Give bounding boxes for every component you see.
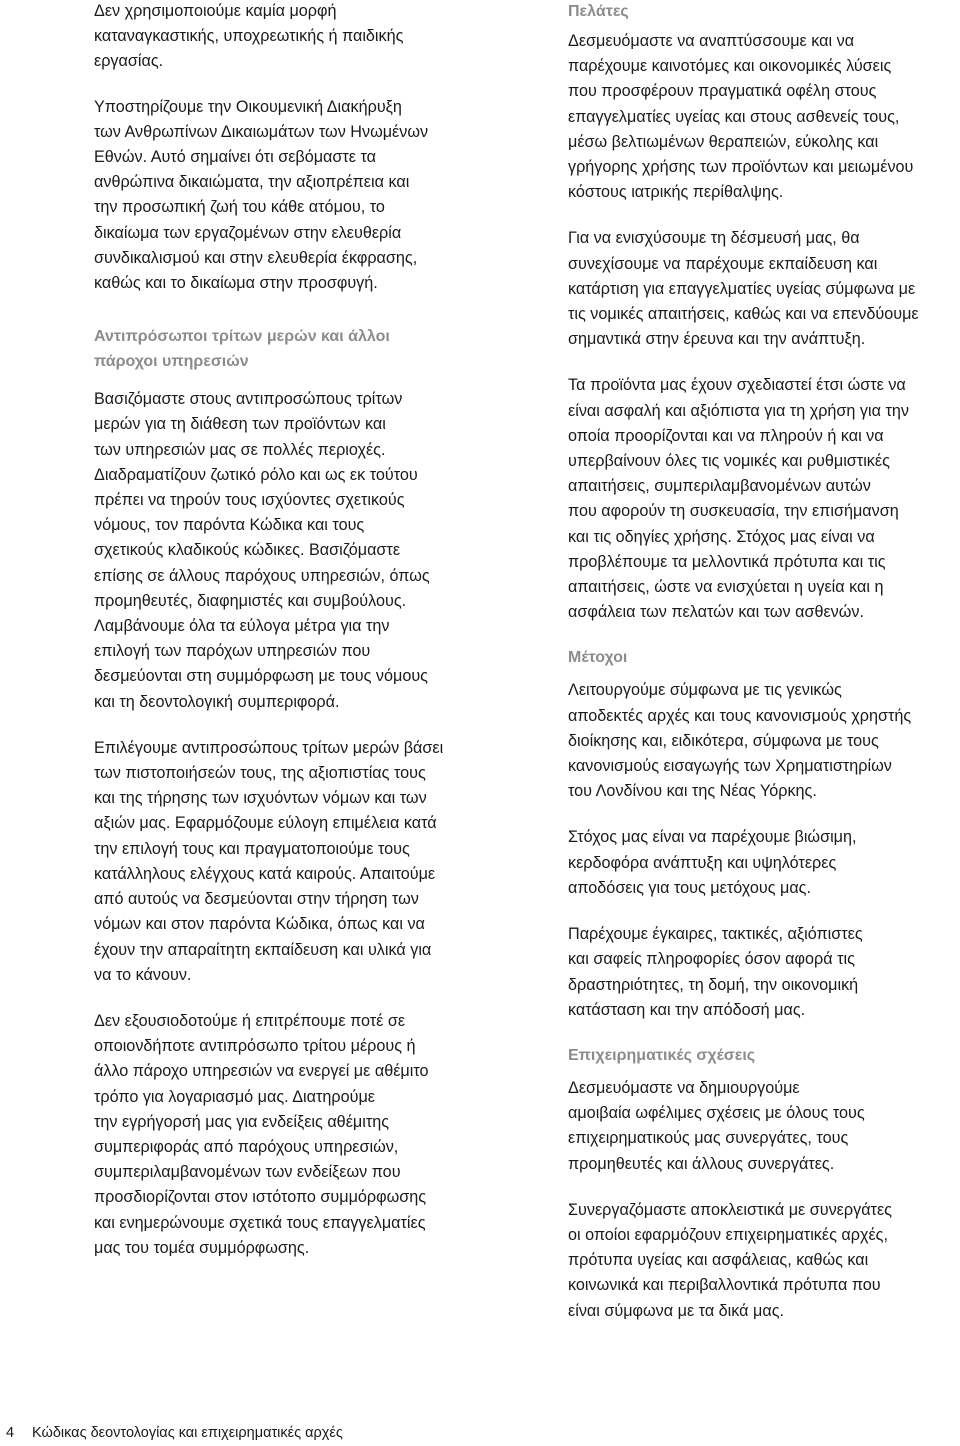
paragraph-shareholders-growth: Στόχος μας είναι να παρέχουμε βιώσιμη, κερδοφόρα ανάπτυξη και υψηλότερες αποδόσεις για τους μετόχους μας. [568, 828, 857, 897]
paragraph-third-party-selection: Επιλέγουμε αντιπροσώπους τρίτων μερών βάσει των πιστοποιήσεών τους, της αξιοπιστίας τους και της τήρησης των ισχυόντων νόμων και των αξιών μας. Εφαρμόζουμε εύλογη επιμέλεια κατά την επιλογή τους και πραγματοποιούμε τους κατάλληλους ελέγχους κατά καιρούς. Απαιτούμε από αυτούς να δεσμεύονται στην τήρηση των νόμων και στον παρόντα Κώδικα, όπως και να έχουν την απαραίτητη εκπαίδευση και υλικά για να το κάνουν. [94, 738, 444, 984]
heading-shareholders: Μέτοχοι [568, 649, 628, 667]
page-number: 4 [6, 1425, 15, 1441]
paragraph-shareholders-governance: Λειτουργούμε σύμφωνα με τις γενικώς αποδεκτές αρχές και τους κανονισμούς χρηστής διοίκησης και, ειδικότερα, σύμφωνα με τους κανονισμούς εισαγωγής των Χρηματιστηρίων του Λονδίνου και της Νέας Υόρκης. [568, 681, 912, 801]
paragraph-human-rights: Υποστηρίζουμε την Οικουμενική Διακήρυξη των Ανθρωπίνων Δικαιωμάτων των Ηνωμένων Εθνών. Αυτό σημαίνει ότι σεβόμαστε τα ανθρώπινα δικαιώματα, την αξιοπρέπεια και την προσωπική ζωή του κάθε ατόμου, το δικαίωμα των εργαζομένων στην ελευθερία συνδικαλισμού και στην ελευθερία έκφρασης, καθώς και το δικαίωμα στην προσφυγή. [94, 97, 429, 293]
paragraph-customers-training: Για να ενισχύσουμε τη δέσμευσή μας, θα συνεχίσουμε να παρέχουμε εκπαίδευση και κατάρτιση για επαγγελματίες υγείας σύμφωνα με τις νομικές απαιτήσεις, καθώς και να επενδύουμε σημαντικά στην έρευνα και την ανάπτυξη. [568, 229, 919, 349]
document-title: Κώδικας δεοντολογίας και επιχειρηματικές αρχές [32, 1425, 343, 1441]
heading-customers: Πελάτες [568, 3, 629, 20]
paragraph-forced-labour: Δεν χρησιμοποιούμε καμία μορφή καταναγκαστικής, υποχρεωτικής ή παιδικής εργασίας. [94, 2, 404, 71]
paragraph-customers-products: Τα προϊόντα μας έχουν σχεδιαστεί έτσι ώστε να είναι ασφαλή και αξιόπιστα για τη χρήση για την οποία προορίζονται και να πληρούν ή και να υπερβαίνουν όλες τις νομικές και ρυθμιστικές απαιτήσεις, συμπεριλαμβανομένων αυτών που αφορούν τη συσκευασία, την επισήμανση και τις οδηγίες χρήσης. Στόχος μας είναι να προβλέπουμε τα μελλοντικά πρότυπα και τις απαιτήσεις, ώστε να ενισχύεται η υγεία και η ασφάλεια των πελατών και των ασθενών. [568, 376, 909, 622]
paragraph-business-partners: Συνεργαζόμαστε αποκλειστικά με συνεργάτες οι οποίοι εφαρμόζουν επιχειρηματικές αρχές, πρότυπα υγείας και ασφάλειας, καθώς και κοινωνικά και περιβαλλοντικά πρότυπα που είναι σύμφωνα με τα δικά μας. [568, 1200, 892, 1320]
paragraph-no-authorization: Δεν εξουσιοδοτούμε ή επιτρέπουμε ποτέ σε οποιονδήποτε αντιπρόσωπο τρίτου μέρους ή άλλο πάροχο υπηρεσιών να ενεργεί με αθέμιτο τρόπο για λογαριασμό μας. Διατηρούμε την εγρήγορσή μας για ενδείξεις αθέμιτης συμπεριφοράς από παρόχους υπηρεσιών, συμπεριλαμβανομένων των ενδείξεων που προσδιορίζονται στον ιστότοπο συμμόρφωσης και ενημερώνουμε σχετικά τους επαγγελματίες μας του τομέα συμμόρφωσης. [94, 1011, 429, 1257]
paragraph-customers-commitment: Δεσμευόμαστε να αναπτύσσουμε και να παρέχουμε καινοτόμες και οικονομικές λύσεις που προσφέρουν πραγματικά οφέλη στους επαγγελματίες υγείας και στους ασθενείς τους, μέσω βελτιωμένων θεραπειών, εύκολης και γρήγορης χρήσης των προϊόντων και μειωμένου κόστους ιατρικής περίθαλψης. [568, 32, 914, 202]
left-column [94, 0, 486, 1281]
paragraph-third-party-reliance: Βασιζόμαστε στους αντιπροσώπους τρίτων μερών για τη διάθεση των προϊόντων και των υπηρεσιών μας σε πολλές περιοχές. Διαδραματίζουν ζωτικό ρόλο και ως εκ τούτου πρέπει να τηρούν τους ισχύοντες σχετικούς νόμους, τον παρόντα Κώδικα και τους σχετικούς κλαδικούς κώδικες. Βασιζόμαστε επίσης σε άλλους παρόχους υπηρεσιών, όπως προμηθευτές, διαφημιστές και συμβούλους. Λαμβάνουμε όλα τα εύλογα μέτρα για την επιλογή των παρόχων υπηρεσιών που δεσμεύονται στη συμμόρφωση με τους νόμους και τη δεοντολογική συμπεριφορά. [94, 390, 430, 711]
right-column [568, 0, 960, 1344]
heading-business-relations: Επιχειρηματικές σχέσεις [568, 1046, 756, 1064]
heading-third-parties: Αντιπρόσωποι τρίτων μερών και άλλοι πάροχοι υπηρεσιών [94, 328, 390, 371]
paragraph-business-relations: Δεσμευόμαστε να δημιουργούμε αμοιβαία ωφέλιμες σχέσεις με όλους τους επιχειρηματικούς μας συνεργάτες, τους προμηθευτές και άλλους συνεργάτες. [568, 1078, 865, 1173]
paragraph-shareholders-information: Παρέχουμε έγκαιρες, τακτικές, αξιόπιστες και σαφείς πληροφορίες όσον αφορά τις δραστηριότητες, τη δομή, την οικονομική κατάσταση και την απόδοσή μας. [568, 925, 863, 1019]
